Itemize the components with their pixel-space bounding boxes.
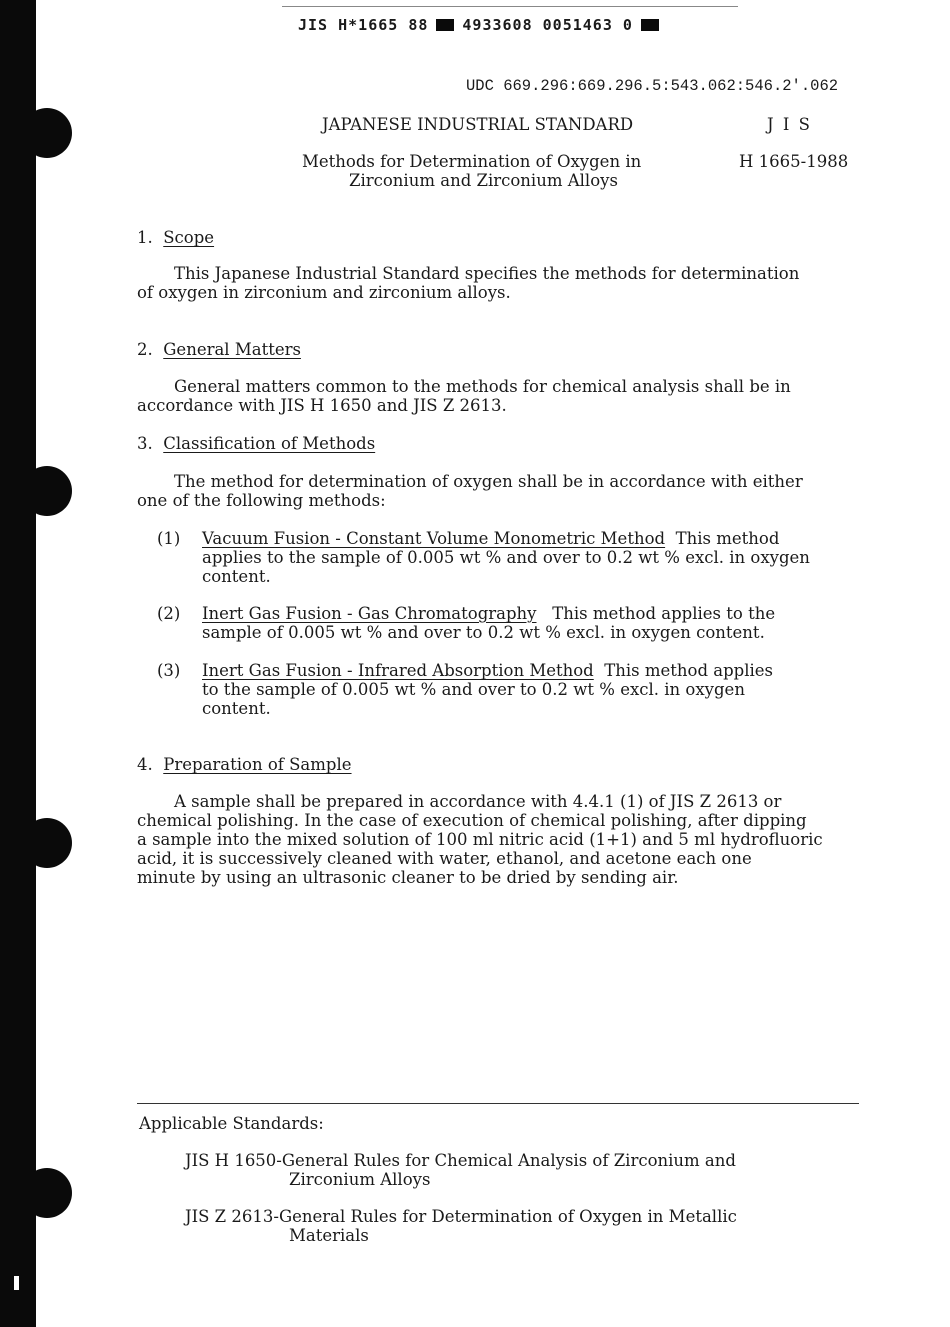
section-title: General Matters xyxy=(163,340,301,359)
paragraph-line: This Japanese Industrial Standard specifies the methods for determination xyxy=(174,264,800,283)
paragraph-line: of oxygen in zirconium and zirconium alloys. xyxy=(137,283,511,302)
paragraph-line: General matters common to the methods for chemical analysis shall be in xyxy=(174,377,791,396)
section-4-heading xyxy=(137,755,352,775)
section-title: Scope xyxy=(163,228,215,247)
section-number: 3. xyxy=(137,434,153,453)
scan-header xyxy=(298,16,659,34)
jis-mark: J I S xyxy=(767,115,812,134)
list-item-first-line xyxy=(202,661,773,680)
paragraph-line: to the sample of 0.005 wt % and over to 0.2 wt % excl. in oxygen xyxy=(202,680,745,699)
method-title: Inert Gas Fusion - Gas Chromatography xyxy=(202,604,537,623)
list-item-label: (1) xyxy=(157,529,181,548)
paragraph-line: content. xyxy=(202,699,271,718)
method-title: Vacuum Fusion - Constant Volume Monometric Method xyxy=(202,529,666,548)
standard-number: H 1665-1988 xyxy=(739,152,849,171)
applicable-entry-line: JIS Z 2613-General Rules for Determination of Oxygen in Metallic xyxy=(185,1207,737,1226)
udc-code: UDC 669.296:669.296.5:543.062:546.2'.062 xyxy=(466,77,839,95)
footer-divider xyxy=(137,1103,859,1104)
section-3-heading xyxy=(137,434,375,454)
section-number: 1. xyxy=(137,228,153,247)
method-tail: This method xyxy=(675,529,780,548)
paragraph-line: minute by using an ultrasonic cleaner to be dried by sending air. xyxy=(137,868,679,887)
list-item-label: (3) xyxy=(157,661,181,680)
section-number: 4. xyxy=(137,755,153,774)
applicable-entry-line: JIS H 1650-General Rules for Chemical Analysis of Zirconium and xyxy=(185,1151,736,1170)
method-tail: This method applies xyxy=(604,661,774,680)
applicable-entry-line: Zirconium Alloys xyxy=(289,1170,431,1189)
paragraph-line: sample of 0.005 wt % and over to 0.2 wt % excl. in oxygen content. xyxy=(202,623,765,642)
standard-label: JAPANESE INDUSTRIAL STANDARD xyxy=(322,115,634,134)
paragraph-line: A sample shall be prepared in accordance with 4.4.1 (1) of JIS Z 2613 or xyxy=(174,792,782,811)
list-item-first-line xyxy=(202,604,775,623)
scan-mark xyxy=(14,1276,19,1290)
section-number: 2. xyxy=(137,340,153,359)
block-mark xyxy=(436,19,454,31)
applicable-standards-heading: Applicable Standards: xyxy=(139,1114,324,1133)
paragraph-line: one of the following methods: xyxy=(137,491,386,510)
method-title: Inert Gas Fusion - Infrared Absorption Method xyxy=(202,661,594,680)
section-title: Preparation of Sample xyxy=(163,755,352,774)
method-tail: This method applies to the xyxy=(552,604,776,623)
title-line-1: Methods for Determination of Oxygen in xyxy=(302,152,642,171)
paragraph-line: applies to the sample of 0.005 wt % and over to 0.2 wt % excl. in oxygen xyxy=(202,548,810,567)
paragraph-line: chemical polishing. In the case of execution of chemical polishing, after dipping xyxy=(137,811,807,830)
punch-hole xyxy=(22,108,72,158)
scan-header-left: JIS H*1665 88 xyxy=(298,16,429,34)
section-2-heading xyxy=(137,340,301,360)
paragraph-line: The method for determination of oxygen shall be in accordance with either xyxy=(174,472,803,491)
title-line-2: Zirconium and Zirconium Alloys xyxy=(349,171,618,190)
list-item-first-line xyxy=(202,529,779,548)
paragraph-line: a sample into the mixed solution of 100 ml nitric acid (1+1) and 5 ml hydrofluoric xyxy=(137,830,823,849)
paragraph-line: acid, it is successively cleaned with water, ethanol, and acetone each one xyxy=(137,849,752,868)
section-title: Classification of Methods xyxy=(163,434,376,453)
block-mark xyxy=(641,19,659,31)
punch-hole xyxy=(22,466,72,516)
section-1-heading xyxy=(137,228,214,248)
scan-header-right: 4933608 0051463 0 xyxy=(462,16,633,34)
paragraph-line: content. xyxy=(202,567,271,586)
list-item-label: (2) xyxy=(157,604,181,623)
top-rule xyxy=(282,6,738,7)
scan-binding-edge xyxy=(0,0,36,1327)
punch-hole xyxy=(22,818,72,868)
punch-hole xyxy=(22,1168,72,1218)
paragraph-line: accordance with JIS H 1650 and JIS Z 2613. xyxy=(137,396,507,415)
applicable-entry-line: Materials xyxy=(289,1226,369,1245)
